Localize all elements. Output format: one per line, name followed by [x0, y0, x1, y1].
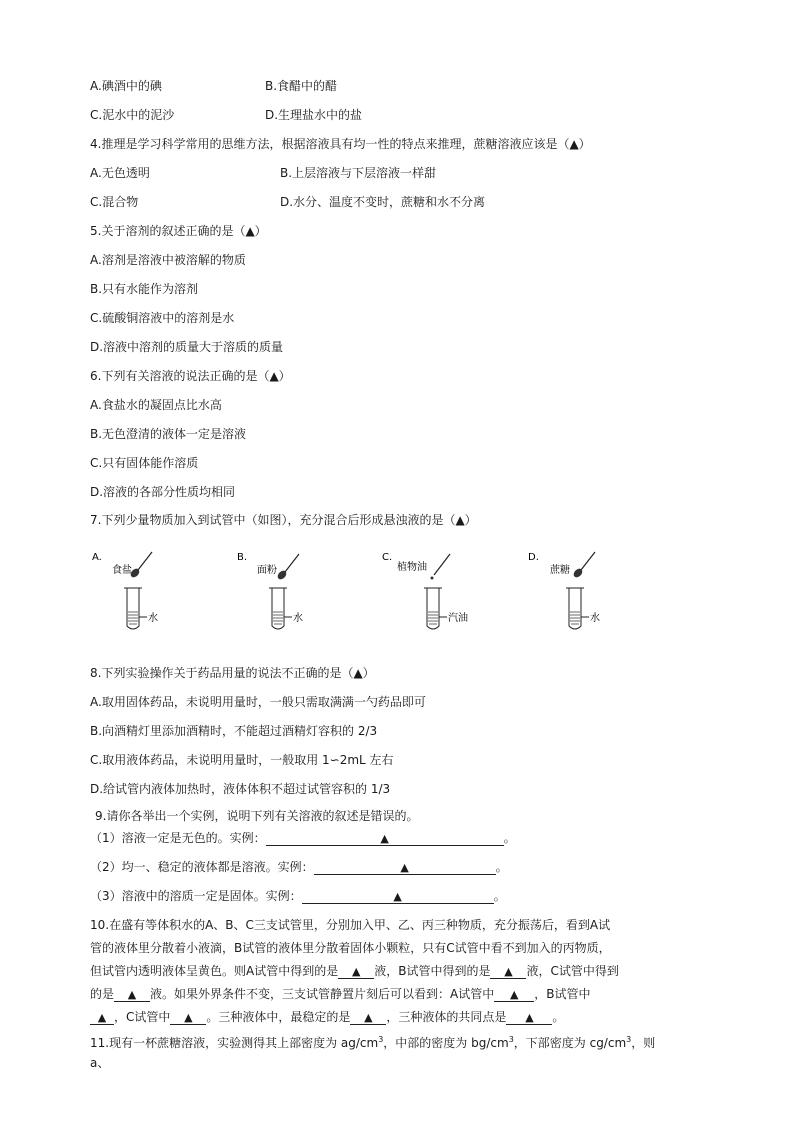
answer-blank[interactable]: ▲ [338, 964, 374, 979]
q6-option-a: A.食盐水的凝固点比水高 [90, 398, 222, 412]
q3-option-d: D.生理盐水中的盐 [265, 108, 363, 122]
answer-blank[interactable]: ▲ [506, 1010, 552, 1025]
q6-option-c: C.只有固体能作溶质 [90, 456, 199, 470]
q8-stem: 8.下列实验操作关于药品用量的说法不正确的是（▲） [90, 666, 375, 680]
answer-blank[interactable]: ▲ [490, 964, 526, 979]
liquid-label: 汽油 [448, 613, 468, 624]
q11-line-1: 11.现有一杯蔗糖溶液，实验测得其上部密度为 $ag/cm^3$，中部的密度为 $bg/cm^3$，下部密度为 $cg/cm^3$，则 [90, 1035, 656, 1050]
q9-item-2: （2）均一、稳定的液体都是溶液。实例： ▲ 。 [90, 860, 508, 874]
q10-line-4: 的是 ▲ 液。如果外界条件不变，三支试管静置片刻后可以看到：A试管中 ▲ ，B试管中 [90, 987, 591, 1001]
q8-option-a: A.取用固体药品，未说明用量时，一般只需取满满一勺药品即可 [90, 695, 426, 709]
answer-blank[interactable]: ▲ [314, 860, 496, 875]
q6-option-d: D.溶液的各部分性质均相同 [90, 485, 236, 499]
figure-letter: B. [237, 552, 248, 563]
q5-option-d: D.溶液中溶剂的质量大于溶质的质量 [90, 340, 284, 354]
q4-option-a: A.无色透明 [90, 166, 150, 180]
q5-option-c: C.硫酸铜溶液中的溶剂是水 [90, 311, 235, 325]
q5-option-a: A.溶剂是溶液中被溶解的物质 [90, 253, 246, 267]
answer-blank[interactable]: ▲ [494, 987, 534, 1002]
q7-figure-a [92, 548, 192, 638]
q10-line-3: 但试管内透明液体呈黄色。则A试管中得到的是 ▲ 液，B试管中得到的是 ▲ 液，C试管中得到 [90, 964, 619, 978]
q7-figure-c [382, 548, 492, 638]
q10-line-1: 10.在盛有等体积水的A、B、C三支试管里，分别加入甲、乙、丙三种物质，充分振荡后，看到A试 [90, 918, 611, 932]
liquid-label: 水 [293, 613, 303, 624]
figure-letter: D. [528, 552, 539, 563]
q8-option-d: D.给试管内液体加热时，液体体积不超过试管容积的 1/3 [90, 782, 391, 796]
q11-line-2: a、 [90, 1056, 110, 1070]
answer-blank[interactable]: ▲ [350, 1010, 386, 1025]
liquid-label: 水 [590, 613, 600, 624]
q3-option-a: A.碘酒中的碘 [90, 79, 162, 93]
q4-stem: 4.推理是学习科学常用的思维方法，根据溶液具有均一性的特点来推理，蔗糖溶液应该是（▲） [90, 137, 591, 151]
answer-blank[interactable]: ▲ [90, 1010, 114, 1025]
q4-option-b: B.上层溶液与下层溶液一样甜 [280, 166, 437, 180]
substance-label: 蔗糖 [550, 565, 570, 576]
liquid-label: 水 [148, 613, 158, 624]
substance-label: 食盐 [112, 565, 132, 576]
q6-option-b: B.无色澄清的液体一定是溶液 [90, 427, 247, 441]
q9-item-3: （3）溶液中的溶质一定是固体。实例： ▲ 。 [90, 889, 506, 903]
substance-label: 植物油 [397, 562, 427, 573]
q7-figure-d [528, 548, 628, 638]
answer-blank[interactable]: ▲ [114, 987, 150, 1002]
figure-letter: A. [92, 552, 102, 563]
q7-figure-b [237, 548, 337, 638]
q4-option-d: D.水分、温度不变时，蔗糖和水不分离 [280, 195, 486, 209]
q9-item-1-text: （1）溶液一定是无色的。实例： [90, 831, 266, 845]
q9-item-1: （1）溶液一定是无色的。实例： ▲ 。 [90, 831, 516, 845]
q4-option-c: C.混合物 [90, 195, 139, 209]
q9-item-2-text: （2）均一、稳定的液体都是溶液。实例： [90, 860, 314, 874]
q9-item-3-text: （3）溶液中的溶质一定是固体。实例： [90, 889, 302, 903]
q3-option-b: B.食醋中的醋 [265, 79, 338, 93]
answer-blank[interactable]: ▲ [302, 889, 494, 904]
q3-option-c: C.泥水中的泥沙 [90, 108, 175, 122]
q10-line-2: 管的液体里分散着小液滴，B试管的液体里分散着固体小颗粒，只有C试管中看不到加入的丙物质， [90, 941, 611, 955]
q5-option-b: B.只有水能作为溶剂 [90, 282, 199, 296]
figure-letter: C. [382, 552, 393, 563]
q7-stem: 7.下列少量物质加入到试管中（如图），充分混合后形成悬浊液的是（▲） [90, 513, 477, 527]
q9-stem: 9.请你各举出一个实例，说明下列有关溶液的叙述是错误的。 [95, 809, 419, 823]
q10-line-5: ▲ ，C试管中 ▲ 。三种液体中，最稳定的是 ▲ ，三种液体的共同点是 ▲ 。 [90, 1009, 564, 1025]
q6-stem: 6.下列有关溶液的说法正确的是（▲） [90, 369, 291, 383]
q8-option-b: B.向酒精灯里添加酒精时，不能超过酒精灯容积的 2/3 [90, 724, 378, 738]
answer-blank[interactable]: ▲ [266, 831, 504, 846]
substance-label: 面粉 [257, 565, 277, 576]
q5-stem: 5.关于溶剂的叙述正确的是（▲） [90, 224, 267, 238]
q8-option-c: C.取用液体药品，未说明用量时，一般取用 1∽2mL 左右 [90, 753, 394, 767]
answer-blank[interactable]: ▲ [170, 1010, 206, 1025]
